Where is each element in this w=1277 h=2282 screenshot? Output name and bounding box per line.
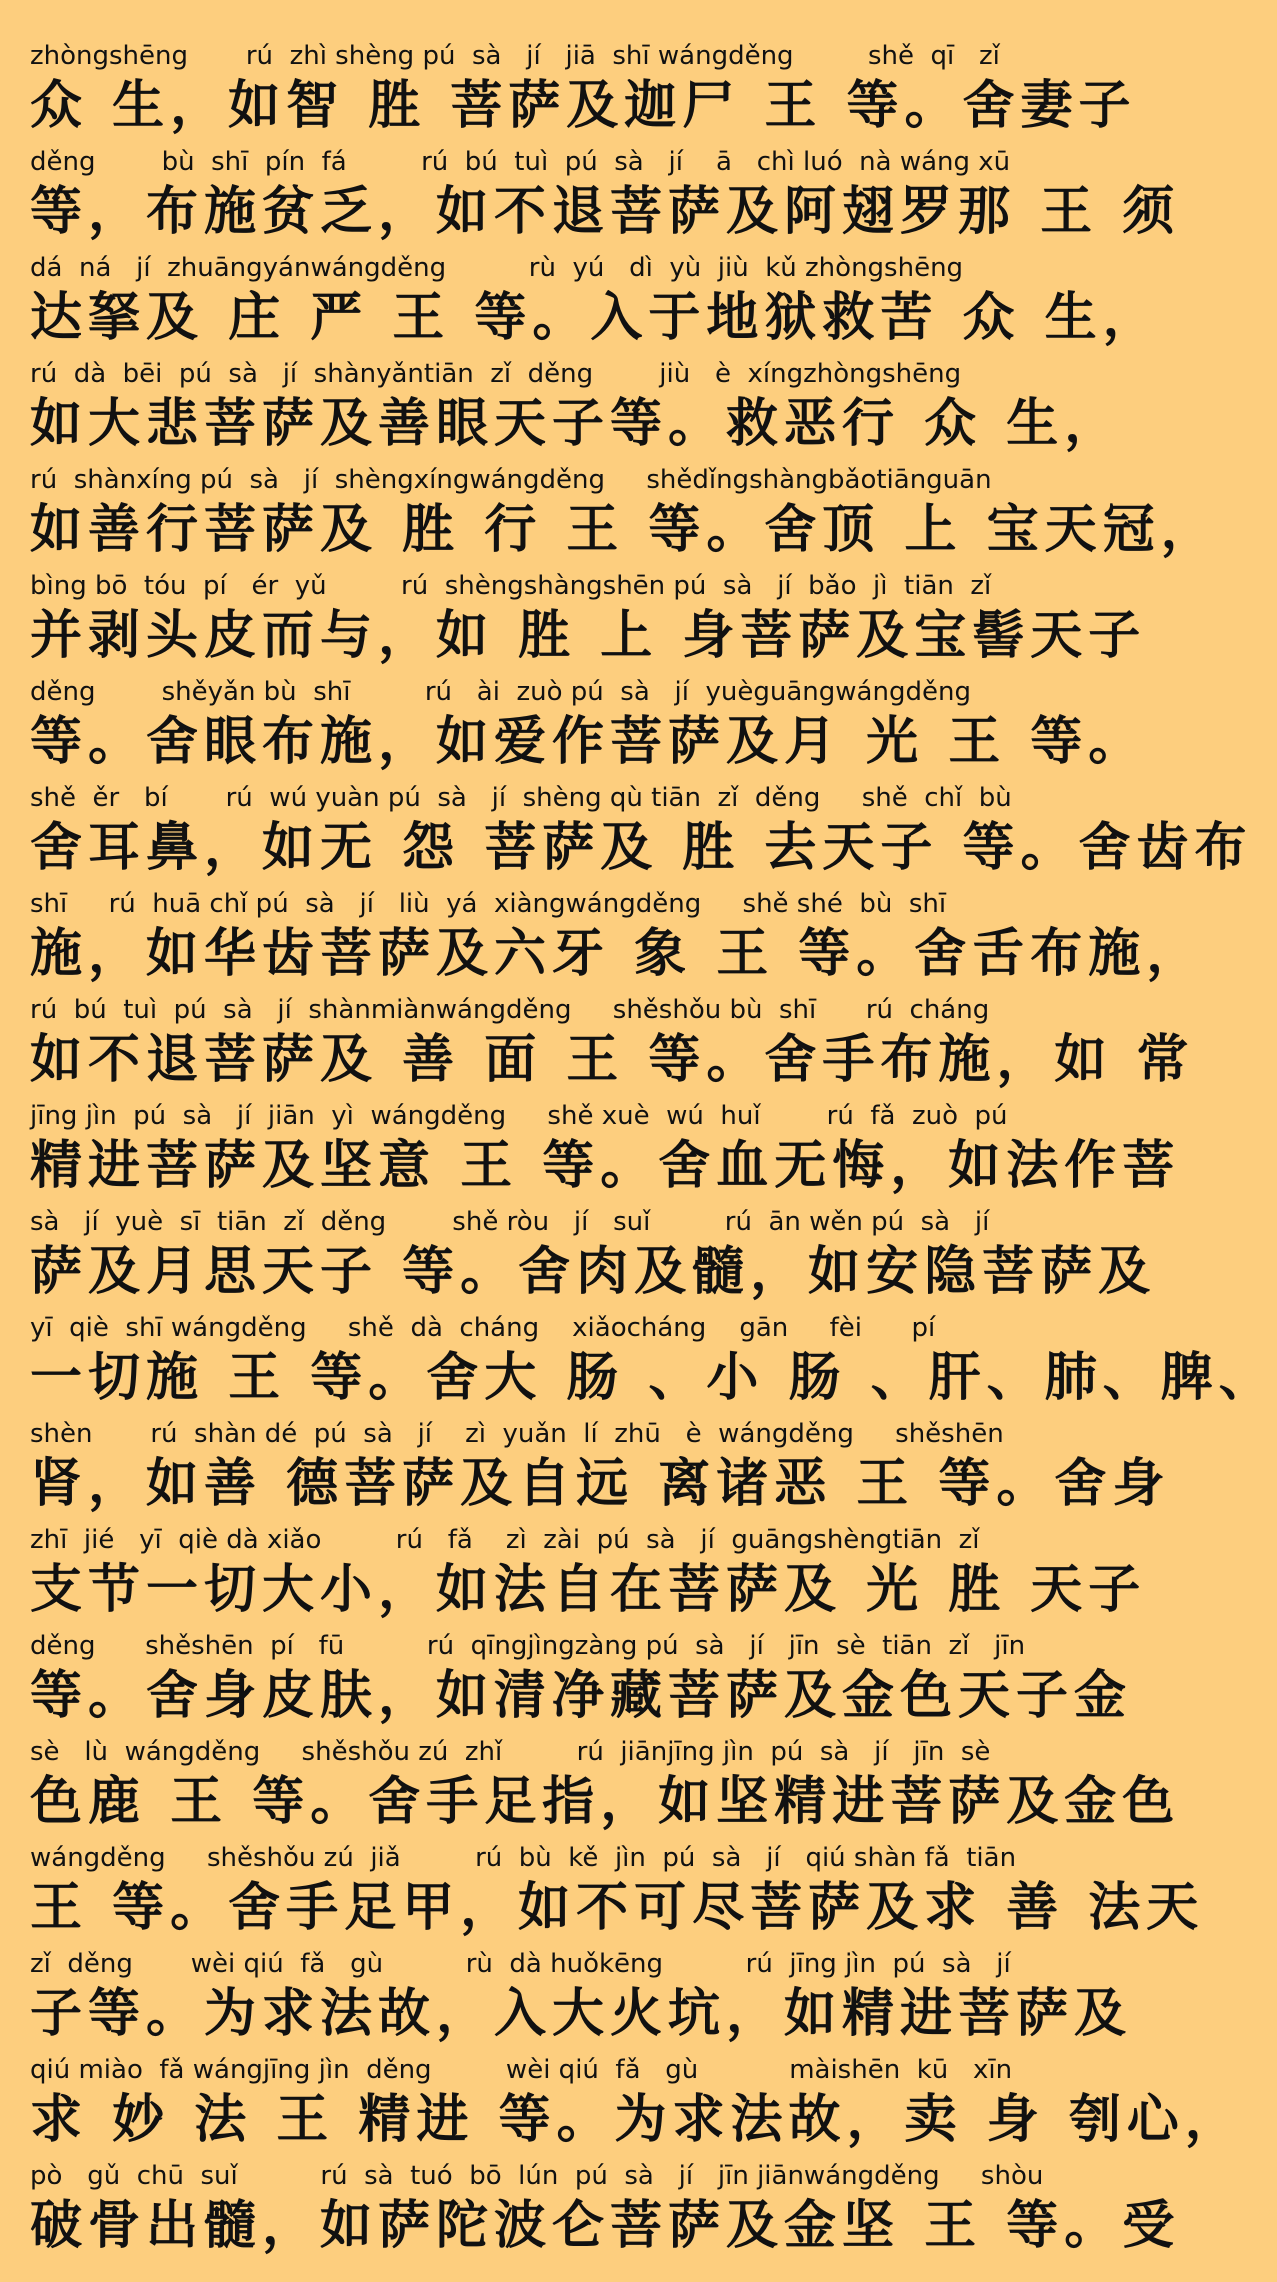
- hanzi-row: 等，布施贫乏，如不退菩萨及阿翅罗那 王 须: [30, 182, 1181, 242]
- hanzi-row: 子等。为求法故，入大火坑，如精进菩萨及: [30, 1984, 1133, 2044]
- pinyin-row: rú shànxíng pú sà jí shèngxíngwángděng shědǐngshàngbǎotiānguān: [30, 465, 992, 495]
- pinyin-row: wángděng shěshǒu zú jiǎ rú bù kě jìn pú sà jí qiú shàn fǎ tiān: [30, 1843, 1017, 1873]
- hanzi-row: 如善行菩萨及 胜 行 王 等。舍顶 上 宝天冠，: [30, 500, 1219, 560]
- pinyin-row: qiú miào fǎ wángjīng jìn děng wèi qiú fǎ gù màishēn kū xīn: [30, 2055, 1013, 2085]
- pinyin-row: bìng bō tóu pí ér yǔ rú shèngshàngshēn pú sà jí bǎo jì tiān zǐ: [30, 571, 992, 601]
- hanzi-row: 精进菩萨及坚意 王 等。舍血无悔，如法作菩: [30, 1136, 1181, 1196]
- pinyin-row: děng shěyǎn bù shī rú ài zuò pú sà jí yuèguāngwángděng: [30, 677, 971, 707]
- text-line: [30, 1098, 1181, 1204]
- text-line: [30, 1628, 1133, 1734]
- text-line: [30, 1310, 1277, 1416]
- hanzi-row: 舍耳鼻，如无 怨 菩萨及 胜 去天子 等。舍齿布: [30, 818, 1253, 878]
- pinyin-row: děng shěshēn pí fū rú qīngjìngzàng pú sà jí jīn sè tiān zǐ jīn: [30, 1631, 1026, 1661]
- text-line: [30, 144, 1181, 250]
- text-line: [30, 1416, 1171, 1522]
- hanzi-row: 一切施 王 等。舍大 肠 、小 肠 、肝、肺、脾、: [30, 1348, 1277, 1408]
- pinyin-row: sè lù wángděng shěshǒu zú zhǐ rú jiānjīng jìn pú sà jí jīn sè: [30, 1737, 991, 1767]
- pinyin-row: shě ěr bí rú wú yuàn pú sà jí shèng qù tiān zǐ děng shě chǐ bù: [30, 783, 1012, 813]
- hanzi-row: 王 等。舍手足甲，如不可尽菩萨及求 善 法天: [30, 1878, 1205, 1938]
- hanzi-row: 并剥头皮而与，如 胜 上 身菩萨及宝髻天子: [30, 606, 1147, 666]
- hanzi-row: 萨及月思天子 等。舍肉及髓，如安隐菩萨及: [30, 1242, 1157, 1302]
- pinyin-row: zǐ děng wèi qiú fǎ gù rù dà huǒkēng rú jīng jìn pú sà jí: [30, 1949, 1011, 1979]
- text-line: [30, 462, 1219, 568]
- pinyin-row: yī qiè shī wángděng shě dà cháng xiǎocháng gān fèi pí: [30, 1313, 936, 1343]
- text-line: [30, 780, 1253, 886]
- pinyin-row: rú dà bēi pú sà jí shànyǎntiān zǐ děng jiù è xíngzhòngshēng: [30, 359, 962, 389]
- hanzi-row: 如不退菩萨及 善 面 王 等。舍手布施，如 常: [30, 1030, 1195, 1090]
- text-line: [30, 674, 1147, 780]
- text-line: [30, 250, 1161, 356]
- text-line: [30, 1734, 1181, 1840]
- pinyin-row: dá ná jí zhuāngyánwángděng rù yú dì yù jiù kǔ zhòngshēng: [30, 253, 964, 283]
- pinyin-row: děng bù shī pín fá rú bú tuì pú sà jí ā chì luó nà wáng xū: [30, 147, 1011, 177]
- hanzi-row: 肾，如善 德菩萨及自远 离诸恶 王 等。舍身: [30, 1454, 1171, 1514]
- pinyin-row: jīng jìn pú sà jí jiān yì wángděng shě xuè wú huǐ rú fǎ zuò pú: [30, 1101, 1008, 1131]
- pinyin-row: rú bú tuì pú sà jí shànmiànwángděng shěshǒu bù shī rú cháng: [30, 995, 990, 1025]
- text-line: [30, 356, 1123, 462]
- hanzi-row: 众 生，如智 胜 菩萨及迦尸 王 等。舍妻子: [30, 76, 1137, 136]
- pinyin-row: sà jí yuè sī tiān zǐ děng shě ròu jí suǐ rú ān wěn pú sà jí: [30, 1207, 990, 1237]
- hanzi-row: 达拏及 庄 严 王 等。入于地狱救苦 众 生，: [30, 288, 1161, 348]
- text-line: [30, 1946, 1133, 2052]
- pinyin-row: pò gǔ chū suǐ rú sà tuó bō lún pú sà jí jīn jiānwángděng shòu: [30, 2161, 1044, 2191]
- hanzi-row: 色鹿 王 等。舍手足指，如坚精进菩萨及金色: [30, 1772, 1181, 1832]
- hanzi-row: 如大悲菩萨及善眼天子等。救恶行 众 生，: [30, 394, 1123, 454]
- text-line: [30, 2158, 1181, 2264]
- text-line: [30, 38, 1137, 144]
- hanzi-row: 等。舍眼布施，如爱作菩萨及月 光 王 等。: [30, 712, 1147, 772]
- pinyin-row: shèn rú shàn dé pú sà jí zì yuǎn lí zhū è wángděng shěshēn: [30, 1419, 1004, 1449]
- hanzi-row: 破骨出髓，如萨陀波仑菩萨及金坚 王 等。受: [30, 2196, 1181, 2256]
- text-line: [30, 992, 1195, 1098]
- pinyin-row: zhòngshēng rú zhì shèng pú sà jí jiā shī wángděng shě qī zǐ: [30, 41, 1000, 71]
- text-line: [30, 1840, 1205, 1946]
- pinyin-row: zhī jié yī qiè dà xiǎo rú fǎ zì zài pú sà jí guāngshèngtiān zǐ: [30, 1525, 980, 1555]
- text-line: [30, 2052, 1243, 2158]
- hanzi-row: 等。舍身皮肤，如清净藏菩萨及金色天子金: [30, 1666, 1133, 1726]
- text-line: [30, 886, 1205, 992]
- text-line: [30, 568, 1147, 674]
- hanzi-row: 求 妙 法 王 精进 等。为求法故，卖 身 刳心，: [30, 2090, 1243, 2150]
- hanzi-row: 施，如华齿菩萨及六牙 象 王 等。舍舌布施，: [30, 924, 1205, 984]
- pinyin-row: shī rú huā chǐ pú sà jí liù yá xiàngwángděng shě shé bù shī: [30, 889, 947, 919]
- text-line: [30, 1522, 1147, 1628]
- hanzi-row: 支节一切大小，如法自在菩萨及 光 胜 天子: [30, 1560, 1147, 1620]
- text-line: [30, 1204, 1157, 1310]
